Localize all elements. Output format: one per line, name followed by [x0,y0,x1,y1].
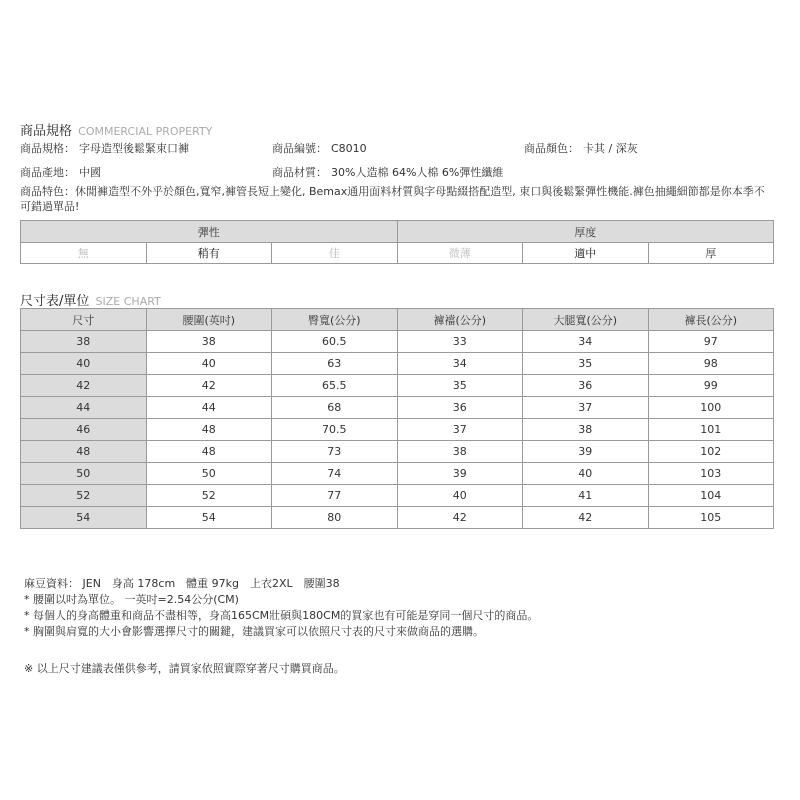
table-cell: 48 [146,441,272,463]
table-cell: 34 [523,331,649,353]
table-row [21,485,774,507]
table-cell: 52 [146,485,272,507]
table-cell: 41 [523,485,649,507]
color-item [524,140,638,156]
property-section-title [20,120,212,139]
table-cell: 68 [272,397,398,419]
elasticity-header: 彈性 [21,221,398,243]
origin-item [20,164,101,180]
table-cell: 36 [397,397,523,419]
table-cell: 44 [146,397,272,419]
table-cell: 40 [523,463,649,485]
spec-label: 商品規格： [20,142,75,155]
model-info: 麻豆資料： JEN 身高 178cm 體重 97kg 上衣2XL 腰圍38 [24,577,340,590]
table-cell: 100 [648,397,774,419]
table-cell: 39 [397,463,523,485]
length-header: 褲長(公分) [648,309,774,331]
size-chart-table [20,308,774,529]
color-label: 商品顏色： [524,142,579,155]
property-title-en: COMMERCIAL PROPERTY [78,125,213,138]
table-cell: 38 [397,441,523,463]
size-cell: 50 [21,463,147,485]
table-cell: 38 [146,331,272,353]
thickness-header: 厚度 [397,221,774,243]
property-title: 商品規格 [20,124,73,139]
table-cell: 42 [523,507,649,529]
thickness-option: 微薄 [397,243,523,264]
color-value: 卡其 / 深灰 [583,142,638,155]
table-cell: 63 [272,353,398,375]
thickness-option-selected: 適中 [523,243,649,264]
table-cell: 97 [648,331,774,353]
table-cell: 98 [648,353,774,375]
code-item [272,140,367,156]
elasticity-option: 無 [21,243,147,264]
table-row [21,331,774,353]
notes [24,576,538,640]
waist-header: 腰圍(英吋) [146,309,272,331]
feature-value: 休閒褲造型不外乎於顏色,寬窄,褲管長短上變化, Bemax通用面料材質與字母點綴搭配造型, 束口與後鬆緊彈性機能.褲色抽繩細節都是你本季不可錯過單品! [20,185,765,213]
table-cell: 105 [648,507,774,529]
table-cell: 37 [397,419,523,441]
size-cell: 42 [21,375,147,397]
spec-item [20,140,189,156]
size-cell: 46 [21,419,147,441]
disclaimer: ※ 以上尺寸建議表僅供參考，請買家依照實際穿著尺寸購買商品。 [24,662,345,675]
table-cell: 54 [146,507,272,529]
table-cell: 42 [146,375,272,397]
size-chart-body [21,331,774,529]
table-cell: 73 [272,441,398,463]
size-header: 尺寸 [21,309,147,331]
size-cell: 44 [21,397,147,419]
table-cell: 39 [523,441,649,463]
spec-value: 字母造型後鬆緊束口褲 [79,142,189,155]
size-cell: 48 [21,441,147,463]
thigh-header: 大腿寬(公分) [523,309,649,331]
table-cell: 74 [272,463,398,485]
material-value: 30%人造棉 64%人棉 6%彈性纖維 [331,166,504,179]
rise-header: 褲襠(公分) [397,309,523,331]
elasticity-option: 佳 [272,243,398,264]
size-chart-section-title [20,290,161,309]
table-cell: 50 [146,463,272,485]
origin-label: 商品產地： [20,166,75,179]
size-cell: 38 [21,331,147,353]
table-cell: 103 [648,463,774,485]
table-cell: 35 [397,375,523,397]
elasticity-option-selected: 稍有 [146,243,272,264]
table-cell: 104 [648,485,774,507]
thickness-option: 厚 [648,243,774,264]
table-cell: 40 [146,353,272,375]
table-row [21,507,774,529]
table-row [21,353,774,375]
table-cell: 36 [523,375,649,397]
table-row [21,463,774,485]
table-row [21,375,774,397]
code-label: 商品編號： [272,142,327,155]
table-cell: 34 [397,353,523,375]
table-cell: 101 [648,419,774,441]
table-cell: 65.5 [272,375,398,397]
attribute-table [20,220,774,264]
table-cell: 35 [523,353,649,375]
table-cell: 60.5 [272,331,398,353]
table-cell: 40 [397,485,523,507]
size-chart-title: 尺寸表/單位 [20,294,90,309]
hip-header: 臀寬(公分) [272,309,398,331]
table-cell: 80 [272,507,398,529]
material-label: 商品材質： [272,166,327,179]
material-item [272,164,503,180]
note-line: * 每個人的身高體重和商品不盡相等，身高165CM壯碩與180CM的買家也有可能是穿同一個尺寸的商品。 [24,609,539,622]
table-cell: 48 [146,419,272,441]
table-cell: 102 [648,441,774,463]
feature-text [20,184,775,214]
origin-value: 中國 [79,166,101,179]
note-line: * 胸圍與肩寬的大小會影響選擇尺寸的關鍵，建議買家可以依照尺寸表的尺寸來做商品的選購。 [24,625,484,638]
table-row [21,397,774,419]
size-cell: 54 [21,507,147,529]
code-value: C8010 [331,142,367,155]
table-cell: 99 [648,375,774,397]
size-cell: 40 [21,353,147,375]
table-row [21,419,774,441]
feature-label: 商品特色： [20,185,75,198]
table-row [21,441,774,463]
table-cell: 33 [397,331,523,353]
table-cell: 42 [397,507,523,529]
size-chart-title-en: SIZE CHART [95,295,161,308]
table-cell: 37 [523,397,649,419]
table-cell: 38 [523,419,649,441]
table-cell: 77 [272,485,398,507]
table-cell: 70.5 [272,419,398,441]
size-cell: 52 [21,485,147,507]
note-line: * 腰圍以吋為單位。 一英吋=2.54公分(CM) [24,593,239,606]
